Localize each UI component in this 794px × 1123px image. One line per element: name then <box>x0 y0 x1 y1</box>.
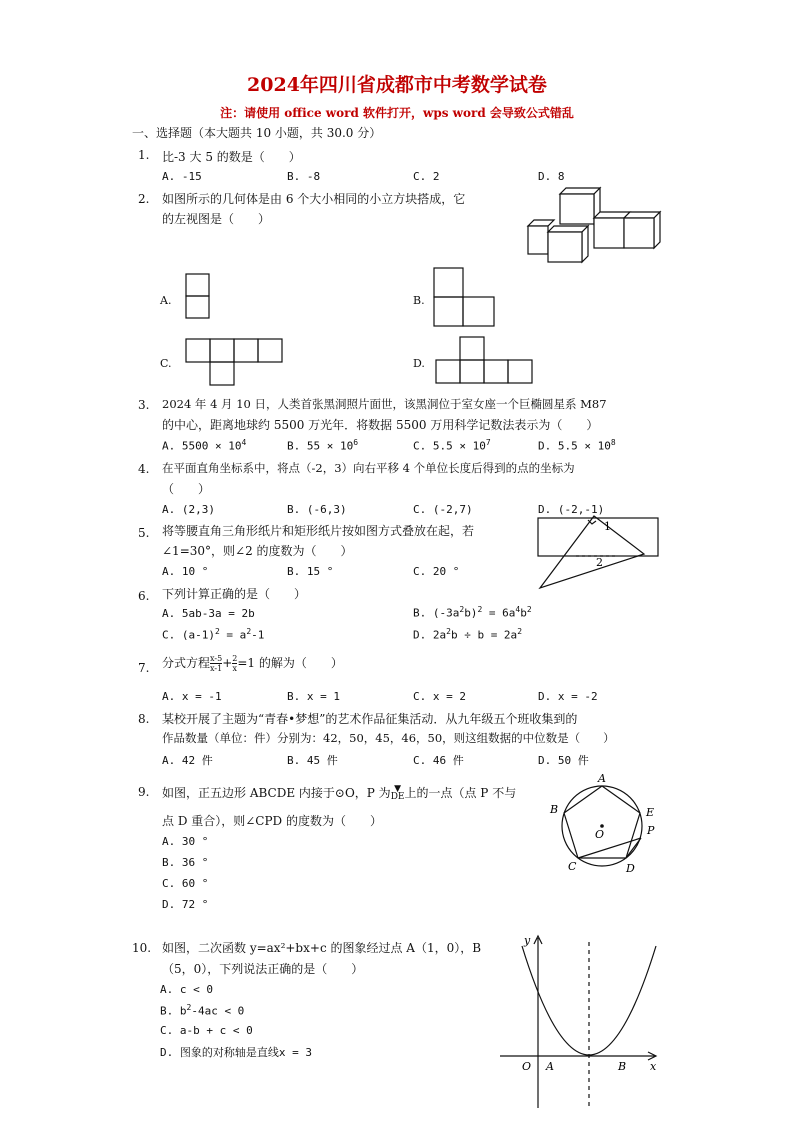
point-b-label: B <box>550 803 559 816</box>
option-d: D. x = -2 <box>538 690 598 703</box>
question-number: 3. <box>138 398 150 412</box>
option-d: D. (-2,-1) <box>538 503 605 516</box>
point-b-label: B <box>618 1060 627 1073</box>
option-a: A. (2,3) <box>162 503 215 516</box>
usage-note: 注：请使用 office word 软件打开，wps word 会导致公式错乱 <box>220 106 574 120</box>
point-a-label: A <box>546 1060 554 1073</box>
point-a-label: A <box>598 772 606 785</box>
option-a: A. 5ab-3a = 2b <box>162 607 255 620</box>
question-number: 10. <box>132 941 152 955</box>
option-d: D. 8 <box>538 170 565 183</box>
option-d: D. $2a^2b \div b = 2a^2$ <box>413 627 523 642</box>
question-number: 4. <box>138 462 150 476</box>
question-stem-line1: 如图，正五边形 ABCDE 内接于⊙O，P 为 ▼ DE上的一点（点 P 不与 <box>162 784 517 802</box>
option-a-figure <box>186 274 210 320</box>
option-d: D. 50 件 <box>538 754 589 767</box>
option-b-figure <box>434 268 496 328</box>
question-number: 5. <box>138 526 150 540</box>
question-number: 6. <box>138 589 150 603</box>
option-c: C. (-2,7) <box>413 503 473 516</box>
option-b-label: B. <box>413 294 425 307</box>
option-b: B. 45 件 <box>287 754 338 767</box>
question-stem-line2: 作品数量（单位：件）分别为：42，50，45，46，50，则这组数据的中位数是（ ） <box>162 731 615 745</box>
question-stem-line2: （ ） <box>162 482 211 496</box>
question-stem-line1: 如图，二次函数 y=ax²+bx+c 的图象经过点 A（1，0），B <box>162 941 482 955</box>
option-c-label: C. <box>160 357 172 370</box>
option-c: C. 46 件 <box>413 754 464 767</box>
question-number: 2. <box>138 192 150 206</box>
page-title: 2024年四川省成都市中考数学试卷 <box>247 74 547 96</box>
question-stem-line1: 将等腰直角三角形纸片和矩形纸片按如图方式叠放在起，若 <box>162 524 475 538</box>
question-number: 9. <box>138 785 150 799</box>
angle-1-label: 1 <box>604 520 611 533</box>
point-o-label: O <box>595 828 605 841</box>
option-a: A. x = -1 <box>162 690 222 703</box>
option-a: A. c < 0 <box>160 983 213 996</box>
angle-2-label: 2 <box>596 556 603 569</box>
y-axis-label: y <box>524 934 531 947</box>
parabola-figure <box>500 932 664 1108</box>
option-c: C. a-b + c < 0 <box>160 1024 253 1037</box>
option-c: C. $5.5 \times 10^7$ <box>413 438 491 453</box>
option-b: B. -8 <box>287 170 321 183</box>
question-stem-line2: 的中心，距离地球约 5500 万光年．将数据 5500 万用科学记数法表示为（ ） <box>162 418 599 432</box>
option-a-label: A. <box>160 294 172 307</box>
cube-solid-figure <box>524 186 660 262</box>
option-c: C. 2 <box>413 170 440 183</box>
option-b: B. 15 ° <box>287 565 334 578</box>
question-stem: 分式方程 $\frac{x-5}{x-1}$ + $\frac{2}{x}$ =1 的解为（ ） <box>162 654 343 673</box>
point-p-label: P <box>647 824 655 837</box>
question-stem: 下列计算正确的是（ ） <box>162 587 307 601</box>
question-stem-line2: （5，0），下列说法正确的是（ ） <box>162 962 364 976</box>
pentagon-circle-figure <box>546 766 662 876</box>
question-number: 8. <box>138 712 150 726</box>
option-d: D. 图象的对称轴是直线x = 3 <box>160 1046 312 1059</box>
option-d-figure <box>436 337 534 385</box>
option-b: B. $55 \times 10^6$ <box>287 438 359 453</box>
question-stem-line1: 在平面直角坐标系中，将点（-2，3）向右平移 4 个单位长度后得到的点的坐标为 <box>162 461 575 475</box>
option-b: B. $b^2-4ac < 0$ <box>160 1003 245 1018</box>
question-stem: 比-3 大 5 的数是（ ） <box>162 150 301 164</box>
option-a: A. -15 <box>162 170 202 183</box>
point-d-label: D <box>626 862 635 875</box>
question-stem-line2: 的左视图是（ ） <box>162 212 271 226</box>
question-number: 1. <box>138 148 150 162</box>
option-a: A. 30 ° <box>162 835 209 848</box>
question-stem-line1: 某校开展了主题为“青春•梦想”的艺术作品征集活动．从九年级五个班收集到的 <box>162 712 578 726</box>
option-c: C. x = 2 <box>413 690 466 703</box>
option-c: C. 60 ° <box>162 877 209 890</box>
option-a: A. 10 ° <box>162 565 209 578</box>
option-d-label: D. <box>413 357 425 370</box>
origin-label: O <box>522 1060 532 1073</box>
option-c: C. $(a-1)^2 = a^2-1$ <box>162 627 265 642</box>
option-d: D. 72 ° <box>162 898 209 911</box>
question-stem-line1: 2024 年 4 月 10 日，人类首张黑洞照片面世，该黑洞位于室女座一个巨椭圆星系 M87 <box>162 397 607 411</box>
option-d: D. $5.5 \times 10^8$ <box>538 438 616 453</box>
question-number: 7. <box>138 661 150 675</box>
question-stem-line1: 如图所示的几何体是由 6 个大小相同的小立方块搭成，它 <box>162 192 466 206</box>
option-c-figure <box>186 339 284 387</box>
section-heading: 一、选择题（本大题共 10 小题，共 30.0 分） <box>132 126 382 140</box>
option-b: B. 36 ° <box>162 856 209 869</box>
option-b: B. $(-3a^2b)^2 = 6a^4b^2$ <box>413 605 532 620</box>
option-b: B. (-6,3) <box>287 503 347 516</box>
question-stem-line2: 点 D 重合），则∠CPD 的度数为（ ） <box>162 814 382 828</box>
point-e-label: E <box>646 806 655 819</box>
point-c-label: C <box>568 860 577 873</box>
x-axis-label: x <box>650 1060 657 1073</box>
option-b: B. x = 1 <box>287 690 340 703</box>
triangle-rectangle-figure <box>536 514 660 592</box>
option-a: A. 42 件 <box>162 754 213 767</box>
option-a: A. $5500 \times 10^4$ <box>162 438 247 453</box>
option-c: C. 20 ° <box>413 565 460 578</box>
question-stem-line2: ∠1=30°，则∠2 的度数为（ ） <box>162 544 353 558</box>
